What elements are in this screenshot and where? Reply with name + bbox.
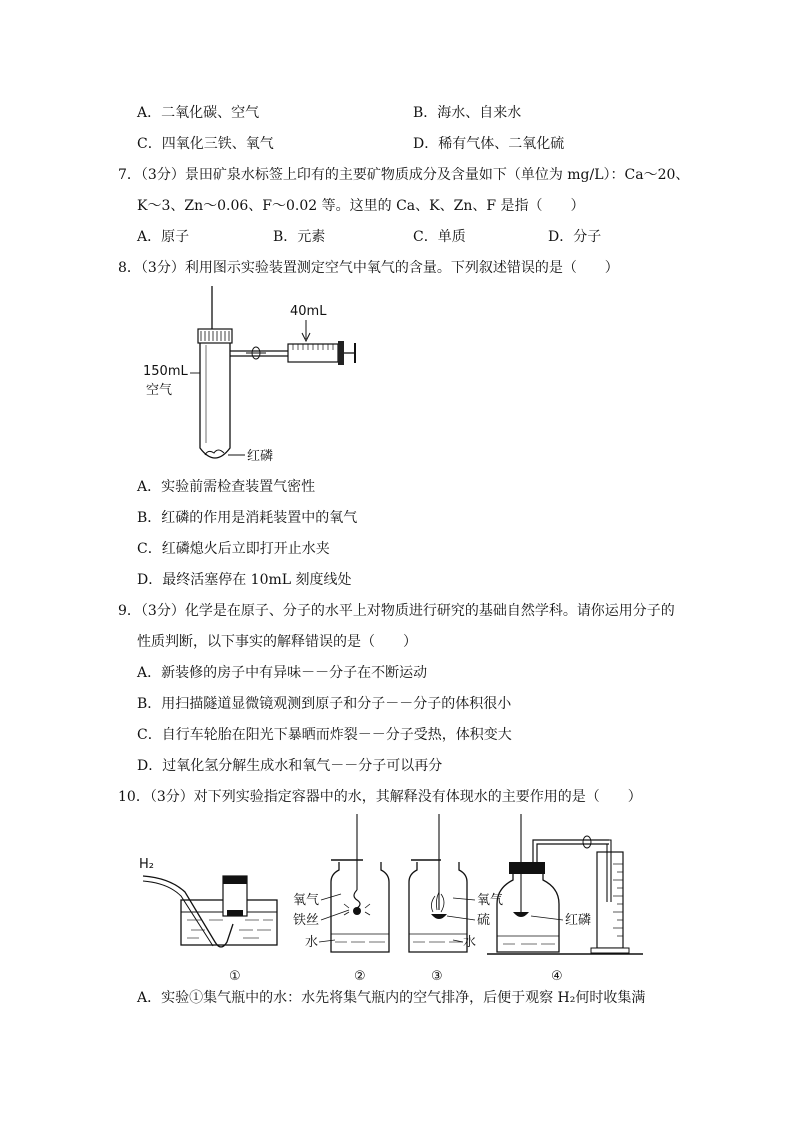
exp2-water-label: 水 [305,935,319,950]
q6-option-d: D．稀有气体、二氧化硫 [413,136,565,152]
exp3-sulfur-label: 硫 [477,913,491,928]
q10-stem: 10．（3分）对下列实验指定容器中的水，其解释没有体现水的主要作用的是（ ） [118,789,642,805]
q7-option-d: D．分子 [548,229,602,245]
q9-option-a: A．新装修的房子中有异味－－分子在不断运动 [137,665,428,681]
q7-stem-line1: 7．（3分）景田矿泉水标签上印有的主要矿物质成分及含量如下（单位为 mg/L）：Ca～20、 [118,167,690,183]
q7-option-c: C．单质 [413,229,466,245]
q6-option-c: C．四氧化三铁、氧气 [137,136,274,152]
q9-stem-line1: 9．（3分）化学是在原子、分子的水平上对物质进行研究的基础自然学科。请你运用分子的 [118,603,675,619]
experiment-4-apparatus [487,814,643,984]
q10-option-a: A．实验①集气瓶中的水：水先将集气瓶内的空气排净，后便于观察 H₂何时收集满 [137,990,646,1006]
gas-jar-2 [331,862,389,952]
q8-option-a: A．实验前需检查装置气密性 [137,479,316,495]
q8-option-b: B．红磷的作用是消耗装置中的氧气 [137,510,358,526]
phosphorus-mark [205,450,224,455]
tube-volume-label: 150mL [143,364,188,379]
exp4-number: ④ [551,969,563,984]
exp3-number: ③ [431,969,443,984]
q7-option-b: B．元素 [273,229,326,245]
phosphorus-spoon [513,912,529,917]
exp2-oxygen-label: 氧气 [293,893,320,908]
q8-apparatus-figure [140,283,380,473]
syringe-volume-label: 40mL [290,304,327,319]
exp2-number: ② [354,969,366,984]
graduated-cylinder [597,852,623,948]
q8-stem: 8．（3分）利用图示实验装置测定空气中氧气的含量。下列叙述错误的是（ ） [118,260,619,276]
exp2-iron-label: 铁丝 [293,913,320,928]
test-tube [200,343,230,458]
q9-option-c: C．自行车轮胎在阳光下暴晒而炸裂－－分子受热，体积变大 [137,727,512,743]
q6-option-b: B．海水、自来水 [413,105,522,121]
exp1-number: ① [229,969,241,984]
experiment-3-apparatus [409,814,503,984]
rubber-stopper [198,329,232,343]
experiment-2-apparatus [293,814,389,984]
iron-wire [354,890,360,908]
q9-option-b: B．用扫描隧道显微镜观测到原子和分子－－分子的体积很小 [137,696,512,712]
q9-stem-line2: 性质判断，以下事实的解释错误的是（ ） [137,634,417,650]
exp3-oxygen-label: 氧气 [477,893,504,908]
syringe-plunger-head [338,341,344,365]
phosphorus-label: 红磷 [247,449,274,464]
q6-option-a: A．二氧化碳、空气 [137,105,260,121]
tube-air-label: 空气 [146,383,173,398]
h2-label: H₂ [139,857,154,872]
exp4-phosphorus-label: 红磷 [565,913,592,928]
gas-jar-3 [409,862,467,952]
q9-option-d: D．过氧化氢分解生成水和氧气－－分子可以再分 [137,758,443,774]
q10-apparatus-figure [135,812,665,984]
sulfur-spoon [431,914,447,919]
q8-option-d: D．最终活塞停在 10mL 刻度线处 [137,572,352,588]
q8-option-c: C．红磷熄火后立即打开止水夹 [137,541,330,557]
q7-stem-line2: K～3、Zn～0.06、F～0.02 等。这里的 Ca、K、Zn、F 是指（ ） [137,198,585,214]
exp3-water-label: 水 [463,935,477,950]
q7-option-a: A．原子 [137,229,190,245]
experiment-1-apparatus [139,857,277,984]
stopper-4 [509,862,545,874]
